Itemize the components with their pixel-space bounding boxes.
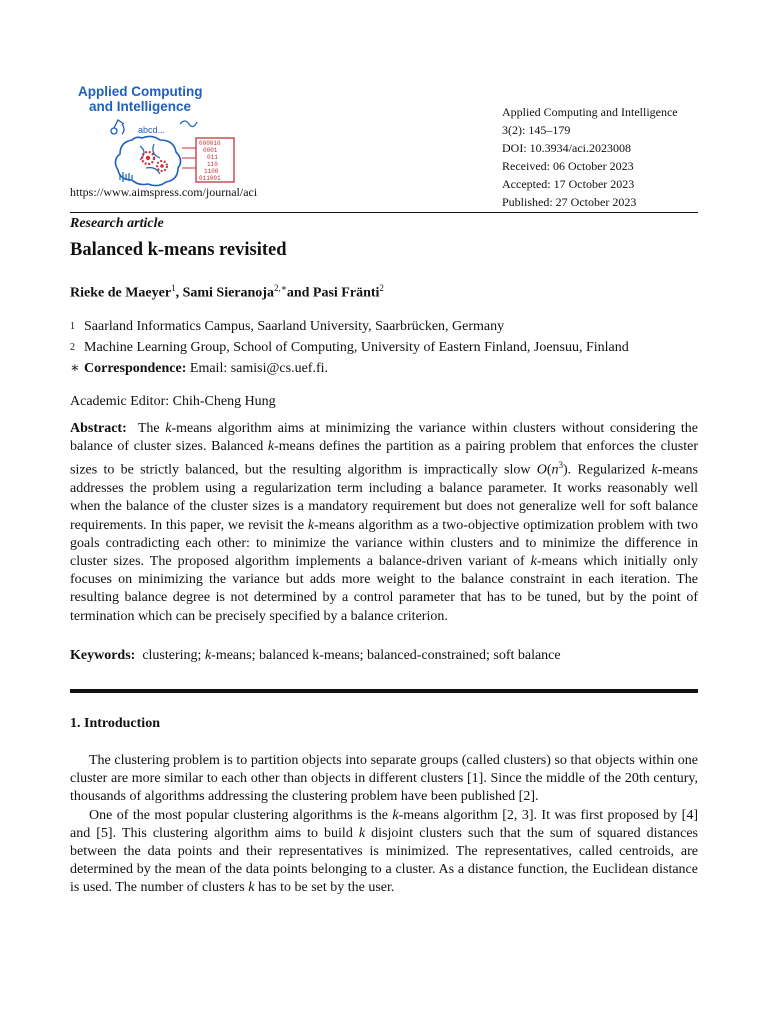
keywords-label: Keywords:: [70, 648, 136, 663]
author-list: Rieke de Maeyer$^1$, Sami Sieranoja$^{2,∗}$and Pasi Fränti$^2$: [70, 283, 384, 301]
section-divider: [70, 689, 698, 693]
logo-title-line1: Applied Computing: [78, 84, 203, 99]
abstract-label: Abstract:: [70, 421, 127, 436]
author-name: Sami Sieranoja: [182, 285, 274, 301]
binary-line-6: 011001: [199, 175, 221, 182]
music-note-icon: [111, 120, 124, 134]
journal-doi: DOI: 10.3934/aci.2023008: [502, 141, 631, 156]
brain-gears-icon: [70, 84, 280, 188]
abstract: Abstract: The k-means algorithm aims at minimizing the variance within clusters without considering the balance of cluster sizes. Balanced k-means defines the partition as a pairing problem that enforces the cluster sizes to be strictly balanced, but the resulting algorithm is impractically slow $O(n^3)$. Regularized k-means addresses the problem using a regularization term including a balance parameter. It works reasonably well when the balance of the cluster sizes is a mandatory requirement but does not generalize well for soft balance requirements. In this paper, we revisit the k-means algorithm as a two-objective optimization problem with two goals contradicting each other: to minimize the variance within clusters and to minimize the difference in cluster sizes. The proposed algorithm implements a balance-driven variant of k-means which initially only focuses on minimizing the variance but adds more weight to the balance constraint in each iteration. The resulting balance degree is not determined by a control parameter that has to be tuned, but by the point of termination which can be precisely specified by a balance criterion.: [70, 421, 699, 624]
academic-editor: Academic Editor: Chih-Cheng Hung: [70, 394, 276, 409]
author-affil-mark: 2: [379, 283, 384, 293]
section-heading: 1. Introduction: [70, 716, 160, 731]
journal-url[interactable]: https://www.aimspress.com/journal/aci: [70, 185, 258, 199]
author-name: Pasi Fränti: [312, 285, 380, 301]
author-affil-mark: 1: [171, 283, 176, 293]
journal-info: [502, 103, 678, 212]
binary-line-2: 0001: [203, 147, 218, 154]
logo-graphic-text: abcd...: [138, 125, 166, 135]
date-published: Published: 27 October 2023: [502, 195, 637, 210]
affiliation-item: 2 Machine Learning Group, School of Computing, University of Eastern Finland, Joensuu, Finland: [70, 340, 629, 355]
journal-name: Applied Computing and Intelligence: [502, 105, 678, 119]
author-name: Rieke de Maeyer: [70, 285, 172, 301]
binary-line-5: 1100: [204, 168, 219, 175]
page-title: Balanced k-means revisited: [70, 240, 287, 260]
affiliations: [70, 316, 629, 379]
binary-line-1: 000010: [199, 140, 221, 147]
logo-title-line2: and Intelligence: [89, 99, 192, 114]
paragraph: One of the most popular clustering algorithms is the k-means algorithm [2, 3]. It was first proposed by [4] and [5]. This clustering algorithm aims to build k disjoint clusters such that the sum of squared distances between the data points and their representatives is minimized. The representatives, called centroids, are determined by the mean of the data points belonging to a cluster. As a distance function, the Euclidean distance is used. The number of clusters k has to be set by the user.: [70, 807, 699, 896]
correspondence-email[interactable]: Email: samisi@cs.uef.fi.: [189, 361, 328, 376]
date-received: Received: 06 October 2023: [502, 159, 634, 174]
author-affil-mark: 2,∗: [273, 283, 287, 293]
header-divider: [70, 212, 698, 213]
affiliation-item: 1 Saarland Informatics Campus, Saarland University, Saarbrücken, Germany: [70, 319, 505, 334]
keywords: Keywords: clustering; k-means; balanced k-means; balanced-constrained; soft balance: [70, 648, 561, 663]
article-type: Research article: [70, 216, 164, 231]
paragraph: The clustering problem is to partition objects into separate groups (called clusters) so that objects within one cluster are more similar to each other than objects in different clusters [1]. Since the middle of the 20th century, thousands of algorithms addressing the clustering problem have been published [2].: [70, 753, 698, 805]
binary-line-3: 011: [207, 154, 218, 161]
journal-logo: [70, 84, 280, 188]
journal-volume: 3(2): 145–179: [502, 123, 571, 138]
introduction-body: [70, 752, 698, 898]
correspondence: ∗ Correspondence: Email: samisi@cs.uef.fi.: [70, 361, 328, 376]
binary-line-4: 110: [207, 161, 218, 168]
date-accepted: Accepted: 17 October 2023: [502, 177, 635, 192]
